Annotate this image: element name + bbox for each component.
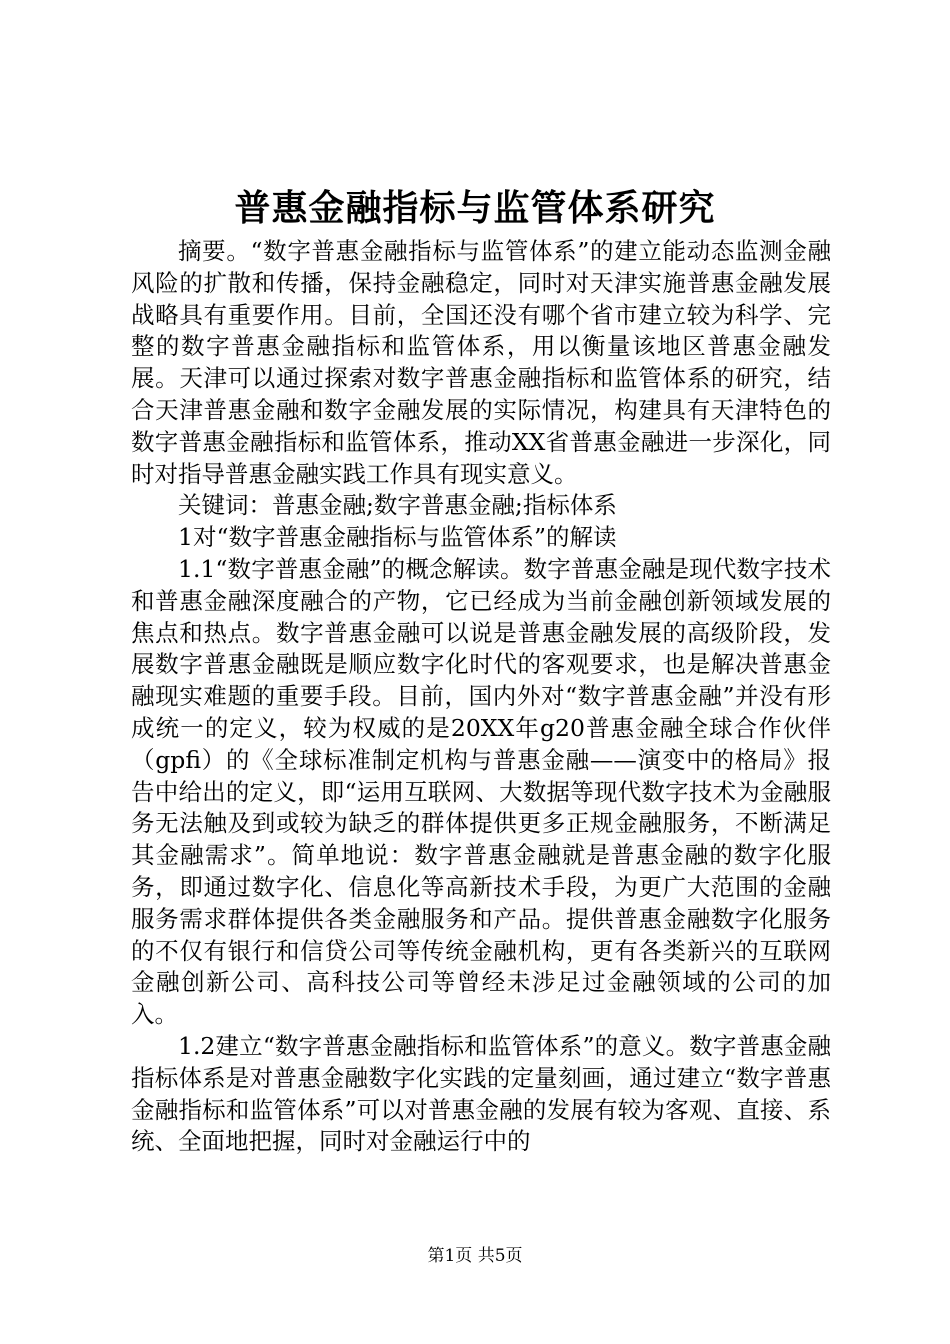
page-footer: 第1页 共5页	[427, 1246, 523, 1266]
section-heading-1: 1对“数字普惠金融指标与监管体系”的解读	[178, 523, 617, 552]
abstract-paragraph: 摘要。“数字普惠金融指标与监管体系”的建立能动态监测金融风险的扩散和传播，保持金融稳定，同时对天津实施普惠金融发展战略具有重要作用。目前，全国还没有哪个省市建立较为科学、完整的数字普惠金融指标和监管体系，用以衡量该地区普惠金融发展。天津可以通过探索对数字普惠金融指标和监管体系的研究，结合天津普惠金融和数字金融发展的实际情况，构建具有天津特色的数字普惠金融指标和监管体系，推动XX省普惠金融进一步深化，同时对指导普惠金融实践工作具有现实意义。	[131, 237, 831, 488]
keywords-paragraph: 关键词：普惠金融;数字普惠金融;指标体系	[178, 491, 617, 520]
document-body	[131, 236, 831, 1158]
document-title: 普惠金融指标与监管体系研究	[234, 187, 716, 229]
section-1-2-paragraph: 1.2建立“数字普惠金融指标和监管体系”的意义。数字普惠金融指标体系是对普惠金融数字化实践的定量刻画，通过建立“数字普惠金融指标和监管体系”可以对普惠金融的发展有较为客观、直接、系统、全面地把握，同时对金融运行中的	[131, 1031, 831, 1156]
section-1-1-paragraph: 1.1“数字普惠金融”的概念解读。数字普惠金融是现代数字技术和普惠金融深度融合的产物，它已经成为当前金融创新领域发展的焦点和热点。数字普惠金融可以说是普惠金融发展的高级阶段，发展数字普惠金融既是顺应数字化时代的客观要求，也是解决普惠金融现实难题的重要手段。目前，国内外对“数字普惠金融”并没有形成统一的定义，较为权威的是20XX年g20普惠金融全球合作伙伴（gpfi）的《全球标准制定机构与普惠金融——演变中的格局》报告中给出的定义，即“运用互联网、大数据等现代数字技术为金融服务无法触及到或较为缺乏的群体提供更多正规金融服务，不断满足其金融需求”。简单地说：数字普惠金融就是普惠金融的数字化服务，即通过数字化、信息化等高新技术手段，为更广大范围的金融服务需求群体提供各类金融服务和产品。提供普惠金融数字化服务的不仅有银行和信贷公司等传统金融机构，更有各类新兴的互联网金融创新公司、高科技公司等曾经未涉足过金融领域的公司的加入。	[131, 554, 831, 1029]
